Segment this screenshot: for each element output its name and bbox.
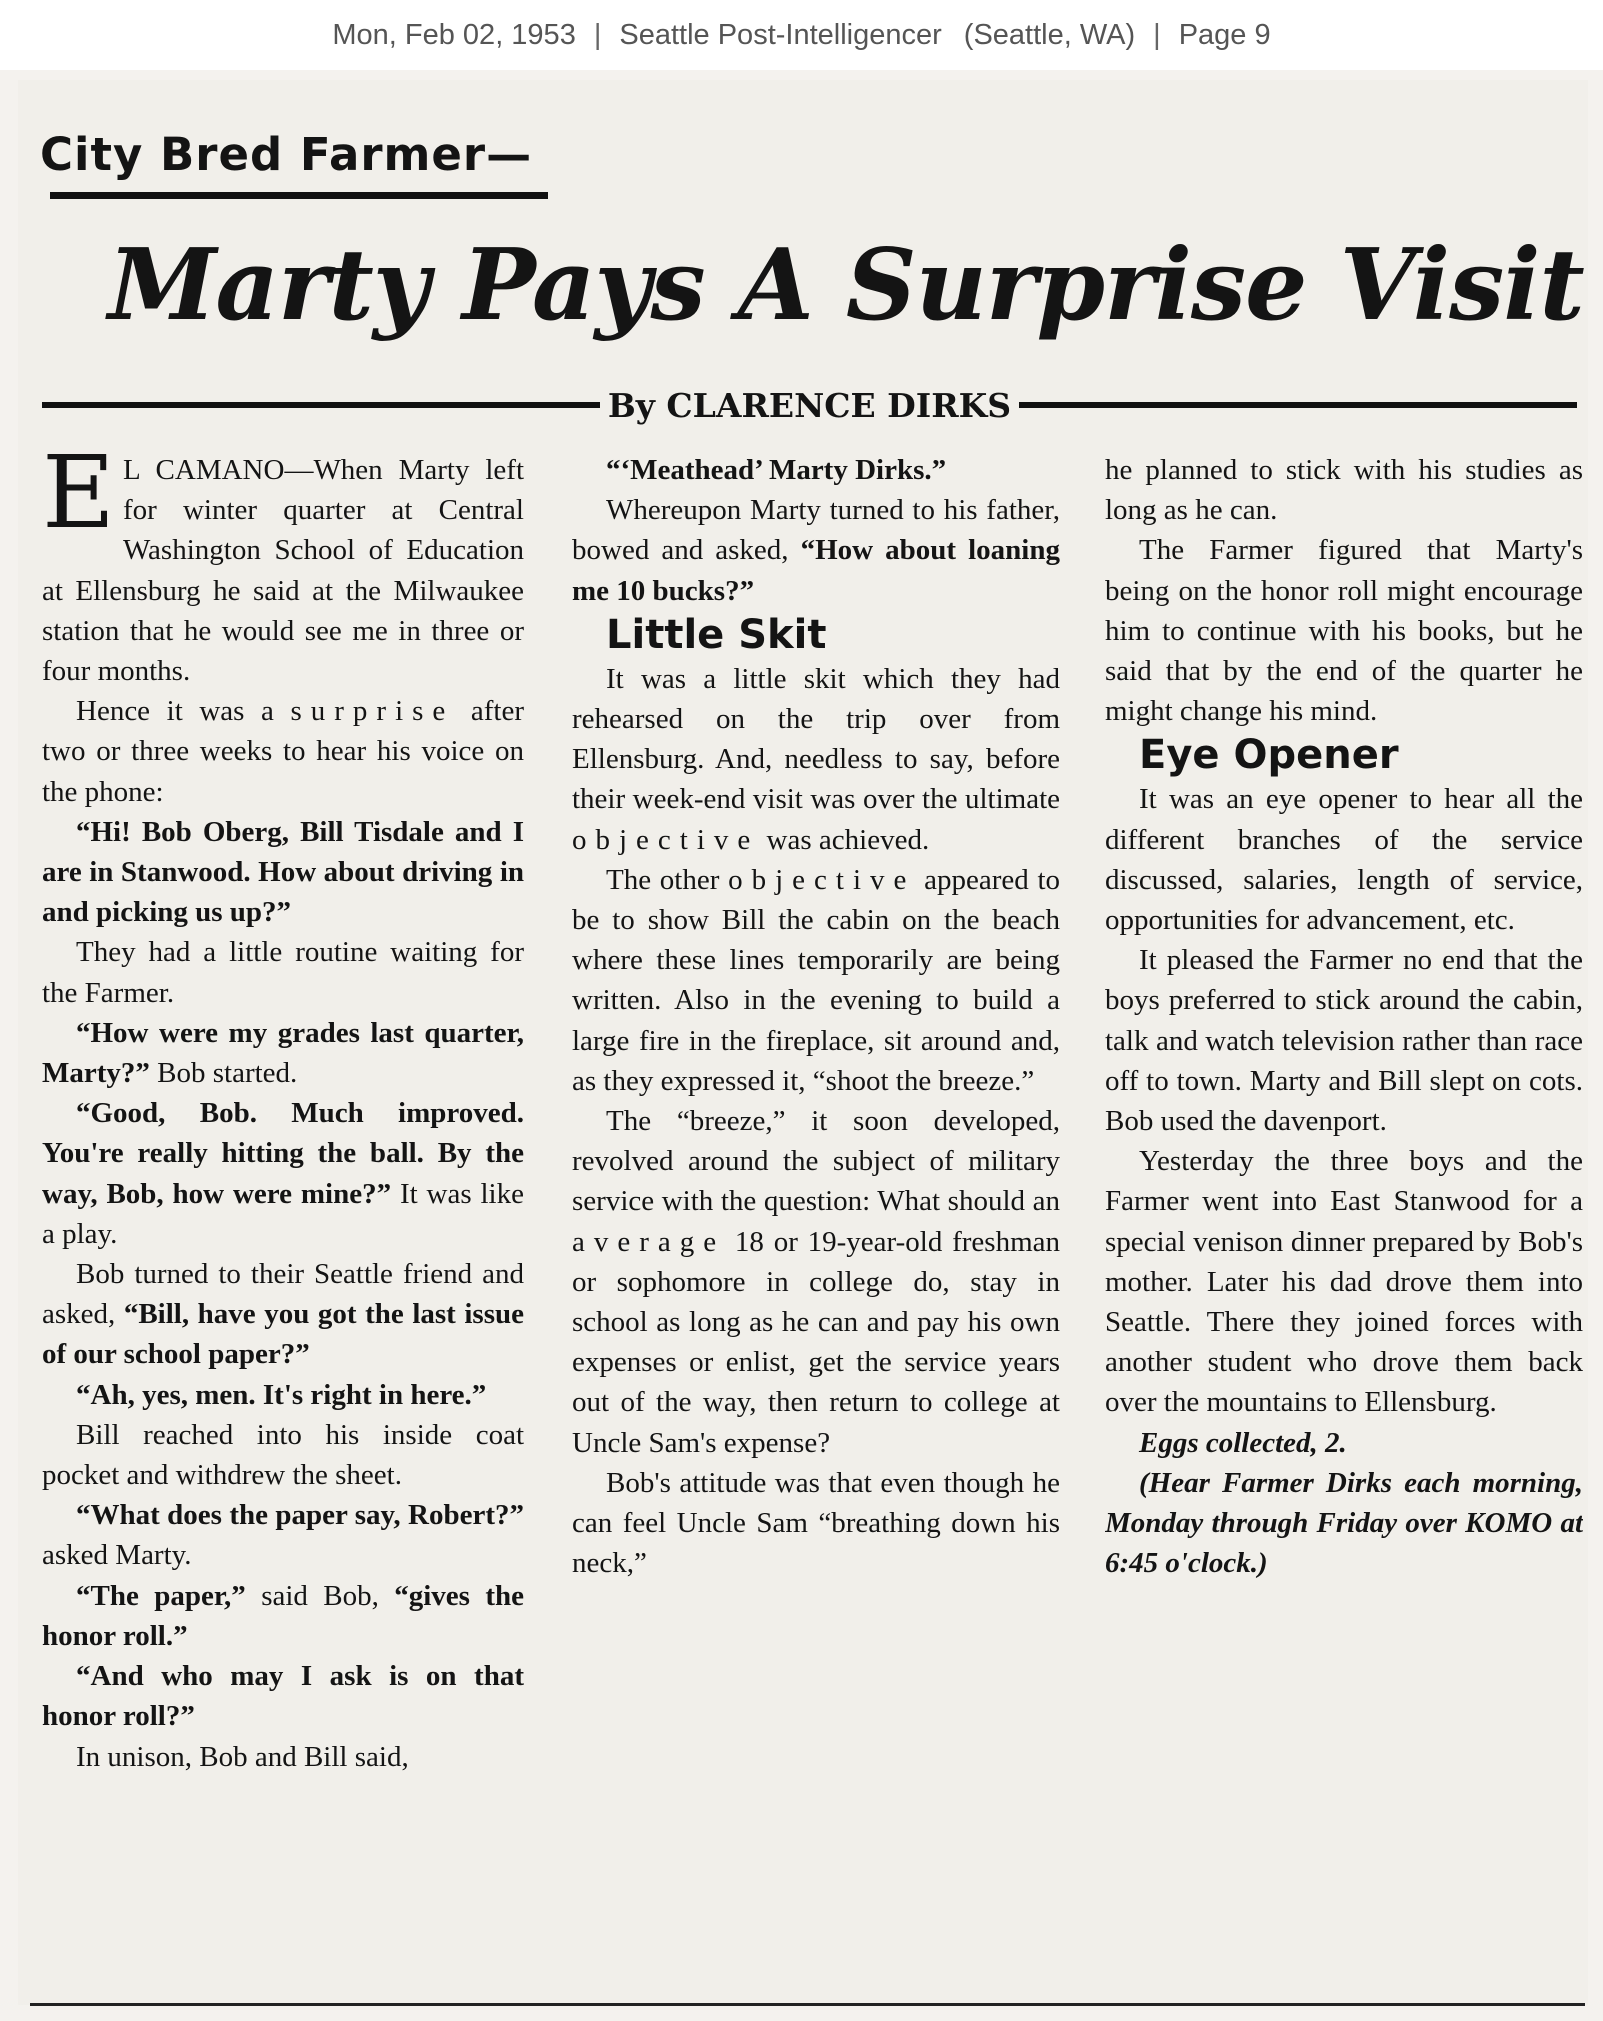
byline-row	[42, 380, 1577, 430]
header-separator: |	[1153, 18, 1161, 51]
bottom-rule	[30, 2003, 1585, 2006]
article-column-3	[1105, 450, 1583, 2005]
eggs-collected-note: Eggs collected, 2.	[1139, 1426, 1347, 1459]
paragraph: It pleased the Farmer no end that the boys preferred to stick around the cabin, talk and watch television rather than race off to town. Marty and Bill slept on cots. Bob used the davenport.	[1105, 944, 1583, 1138]
paragraph: The “breeze,” it soon developed, revolved around the subject of military service with the question: What should an average 18 or 19-year-old freshman or sophomore in college do, stay in school as long as he can and pay his own expenses or enlist, get the service years out of the way, then return to college at Uncle Sam's expense?	[572, 1105, 1060, 1459]
paragraph: he planned to stick with his studies as long as he can.	[1105, 454, 1583, 527]
paragraph: “What does the paper say, Robert?” asked Marty.	[42, 1499, 524, 1572]
paragraph: “Ah, yes, men. It's right in here.”	[76, 1378, 487, 1411]
paragraph: Hence it was a surprise after two or three weeks to hear his voice on the phone:	[42, 695, 524, 808]
paragraph: The other objective appeared to be to show Bill the cabin on the beach where these lines temporarily are being written. Also in the evening to build a large fire in the fireplace, sit around and, as they expressed it, “shoot the breeze.”	[572, 863, 1060, 1097]
paragraph: Whereupon Marty turned to his father, bowed and asked, “How about loaning me 10 bucks?”	[572, 494, 1060, 607]
clipping-header	[0, 0, 1603, 70]
byline-rule-right	[1019, 402, 1577, 408]
paragraph: It was an eye opener to hear all the different branches of the service discussed, salaries, length of service, opportunities for advancement, etc.	[1105, 783, 1583, 937]
header-page: Page 9	[1178, 18, 1271, 51]
paragraph: They had a little routine waiting for the Farmer.	[42, 936, 524, 1009]
article-column-2	[572, 450, 1060, 2005]
drop-cap: E	[42, 450, 115, 551]
paragraph: Yesterday the three boys and the Farmer went into East Stanwood for a special venison dinner prepared by Bob's mother. Later his dad drove them into Seattle. There they joined forces with another student who drove them back over the mountains to Ellensburg.	[1105, 1145, 1583, 1419]
article-headline: Marty Pays A Surprise Visit	[108, 228, 1584, 343]
paragraph: In unison, Bob and Bill said,	[76, 1740, 409, 1773]
subheading-little-skit: Little Skit	[606, 611, 827, 658]
paragraph: It was a little skit which they had rehearsed on the trip over from Ellensburg. And, needless to say, before their week-end visit was over the ultimate objective was achieved.	[572, 662, 1060, 856]
paragraph: Bob's attitude was that even though he can feel Uncle Sam “breathing down his neck,”	[572, 1466, 1060, 1580]
byline-rule-left	[42, 402, 600, 408]
article-byline: By CLARENCE DIRKS	[607, 385, 1012, 425]
header-date: Mon, Feb 02, 1953	[332, 18, 576, 51]
paragraph: “Good, Bob. Much improved. You're really hitting the ball. By the way, Bob, how were mine?” It was like a play.	[42, 1097, 524, 1250]
paragraph: “‘Meathead’ Marty Dirks.”	[606, 454, 947, 486]
article-kicker: City Bred Farmer—	[40, 128, 533, 181]
paragraph: “How were my grades last quarter, Marty?” Bob started.	[42, 1016, 524, 1090]
header-separator: |	[593, 18, 602, 51]
paragraph: “Hi! Bob Oberg, Bill Tisdale and I are in Stanwood. How about driving in and picking us up?”	[42, 815, 524, 929]
paragraph: E L CAMANO—When Marty left for winter quarter at Central Washington School of Education at Ellensburg he said at the Milwaukee station that he would see me in three or four months.	[42, 450, 524, 688]
kicker-underline	[50, 192, 548, 199]
paragraph: “And who may I ask is on that honor roll?”	[42, 1660, 524, 1733]
header-paper: Seattle Post-Intelligencer	[619, 18, 942, 51]
paragraph: “The paper,” said Bob, “gives the honor roll.”	[42, 1579, 524, 1652]
paragraph: The Farmer figured that Marty's being on the honor roll might encourage him to continue with his books, but he said that by the end of the quarter he might change his mind.	[1105, 534, 1583, 728]
article-column-1	[42, 450, 524, 2005]
subheading-eye-opener: Eye Opener	[1139, 732, 1399, 779]
paragraph: Bob turned to their Seattle friend and asked, “Bill, have you got the last issue of our school paper?”	[42, 1258, 524, 1371]
paragraph: Bill reached into his inside coat pocket and withdrew the sheet.	[42, 1418, 524, 1492]
radio-credit: (Hear Farmer Dirks each morning, Monday through Friday over KOMO at 6:45 o'clock.)	[1105, 1466, 1583, 1580]
header-place: (Seattle, WA)	[963, 18, 1136, 51]
